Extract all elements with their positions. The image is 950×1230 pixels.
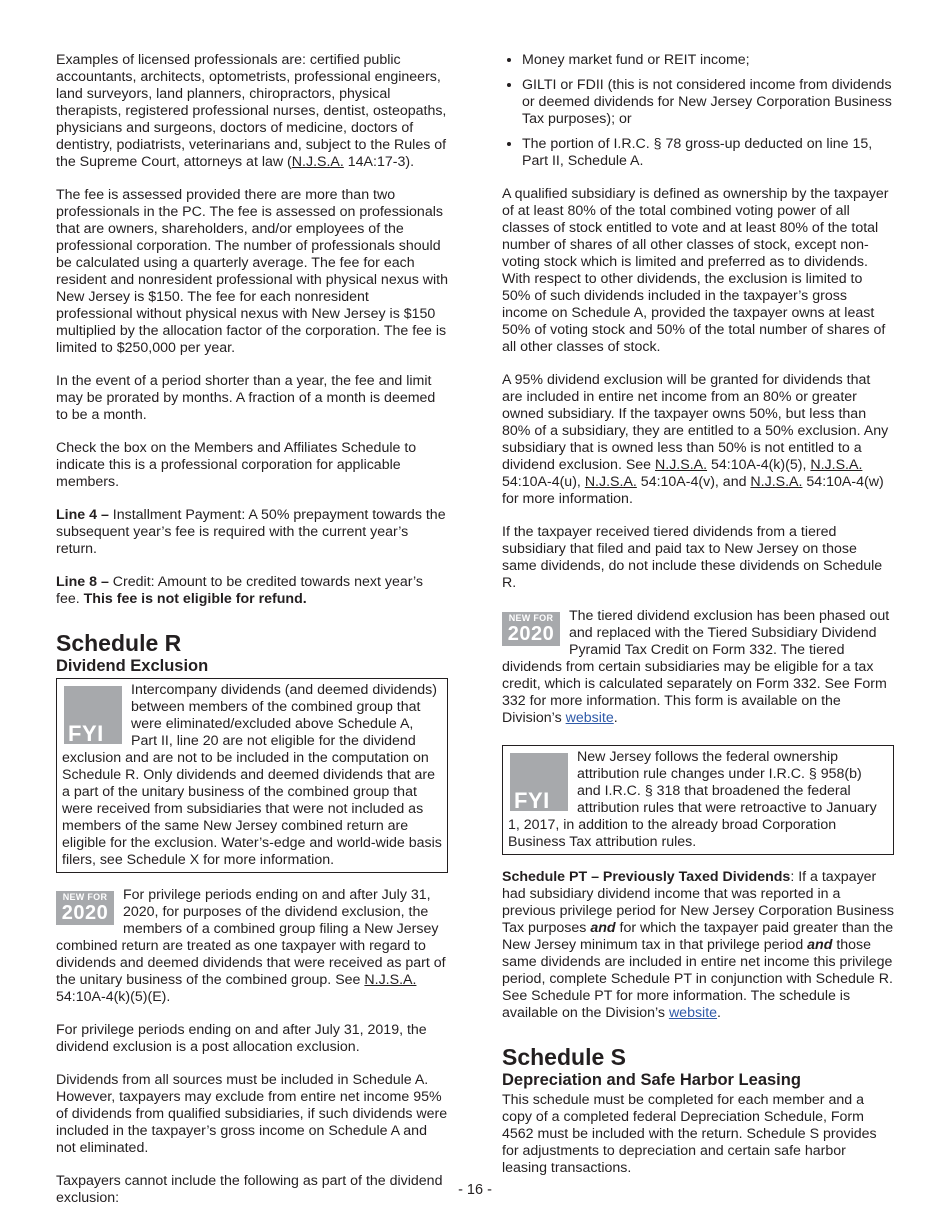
schedule-s-subheading: Depreciation and Safe Harbor Leasing <box>502 1071 801 1089</box>
line-8-label: Line 8 – <box>56 574 109 590</box>
period: . <box>613 710 618 726</box>
fee-paragraph: The fee is assessed provided there are more than two professionals in the PC. The fee is assessed on professionals that are owners, shareholders, and/or employees of the professional corporation. The number of professionals should be calculated using a quarterly average. The fee for each resident and nonresident professional with physical nexus with New Jersey is $150. The fee for each nonresident professional without physical nexus with New Jersey is $150 multiplied by the allocation factor of the corporation. The fee is limited to $250,000 per year. <box>56 187 448 356</box>
schedule-r-heading: Schedule R <box>56 630 182 656</box>
dividend-sources-paragraph: Dividends from all sources must be included in Schedule A. However, taxpayers may exclude from entire net income 95% of dividends from qualified subsidiaries, if such dividends were included in the taxpayer’s gross income on Schedule A and not eliminated. <box>56 1072 448 1156</box>
fyi-badge-text: FYI <box>514 788 550 813</box>
bullet-item: • GILTI or FDII (this is not considered income from dividends or deemed dividends for New Jersey Corporation Business Tax purposes); or <box>522 77 894 128</box>
schedule-r-subheading: Dividend Exclusion <box>56 657 209 675</box>
fyi-badge-text: FYI <box>68 721 104 746</box>
not-refundable-note: This fee is not eligible for refund. <box>83 591 307 607</box>
division-website-link[interactable]: website <box>668 1005 718 1021</box>
emphasis-and: and <box>590 920 616 936</box>
schedule-pt-text: those same dividends are included in entire net income this privilege period, complete Schedule PT in conjunction with Schedule R. See Schedule PT for more information. The schedule is available on the Division’s <box>502 937 893 1021</box>
schedule-pt-text: : If a taxpayer had subsidiary dividend income that was reported in a previous privilege period for New Jersey Corporation Business Tax purposes <box>502 869 894 936</box>
qualified-subsidiary-paragraph: A qualified subsidiary is defined as ownership by the taxpayer of at least 80% of the total combined voting power of all classes of stock entitled to vote and at least 80% of the total number of shares of all other classes of stock, except non-voting stock which is limited and preferred as to dividends. With respect to other dividends, the exclusion is limited to 50% of such dividends included in the taxpayer’s gross income on Schedule A, provided the taxpayer owns at least 50% of voting stock and 50% of the total number of shares of all other classes of stock. <box>502 186 889 355</box>
njsa-citation: N.J.S.A. <box>291 154 344 170</box>
fyi-intercompany-text: Intercompany dividends (and deemed dividends) between members of the combined group that were eliminated/excluded above Schedule A, Part II, line 20 are not eligible for the dividend exclusion and are not to be included in the computation on Schedule R. Only dividends and deemed dividends that are a part of the unitary business of the combined group that were received from subsidiaries that were not included as members of the same New Jersey combined return are eligible for the exclusion. Water’s-edge and world-wide basis filers, see Schedule X for more information. <box>62 682 442 868</box>
division-website-link[interactable]: website <box>565 710 614 726</box>
post-allocation-paragraph: For privilege periods ending on and after July 31, 2019, the dividend exclusion is a post allocation exclusion. <box>56 1022 427 1055</box>
exclusion-text: A 95% dividend exclusion will be granted for dividends that are included in entire net income from an 80% or greater owned subsidiary. If the taxpayer owns 50%, but less than 80% of a subsidiary, they are entitled to a 50% exclusion. Any subsidiary that is owned less than 50% is not entitled to a dividend exclusion. See <box>502 372 889 473</box>
citation-text: 54:10A-4(w) for more information. <box>502 474 884 507</box>
fyi-attribution-text: New Jersey follows the federal ownership attribution rule changes under I.R.C. § 958(b) and I.R.C. § 318 that broadened the federal attribution rules that were retroactive to January 1, 2017, in addition to the already broad Corporation Business Tax attribution rules. <box>508 749 877 850</box>
tiered-dividends-paragraph: If the taxpayer received tiered dividends from a tiered subsidiary that filed and paid tax to New Jersey on those same dividends, do not include these dividends on Schedule R. <box>502 524 883 591</box>
combined-note-end: 54:10A-4(k)(5)(E). <box>56 989 171 1005</box>
bullet-item: • The portion of I.R.C. § 78 gross-up deducted on line 15, Part II, Schedule A. <box>522 136 894 170</box>
citation-text: 54:10A-4(u), <box>502 474 585 490</box>
schedule-pt-text: for which the taxpayer paid greater than the New Jersey minimum tax in that privilege period <box>502 920 894 953</box>
new-for-2020-icon <box>502 612 560 646</box>
checkbox-paragraph: Check the box on the Members and Affiliates Schedule to indicate this is a professional corporation for applicable members. <box>56 440 417 490</box>
line-4-label: Line 4 – <box>56 507 109 523</box>
cannot-include-paragraph: Taxpayers cannot include the following as part of the dividend exclusion: <box>56 1173 443 1206</box>
combined-note-text: For privilege periods ending on and after July 31, 2020, for purposes of the dividend exclusion, the members of a combined group filing a New Jersey combined return are treated as one taxpayer with regard to dividends and deemed dividends that were received as part of the unitary business of the combined group. See <box>56 887 446 988</box>
ninety-five-percent-paragraph <box>502 372 894 508</box>
new-year-label: 2020 <box>507 623 555 645</box>
line-8-text: Credit: Amount to be credited towards next year’s fee. <box>56 574 423 607</box>
citation-text: 54:10A-4(v), and <box>636 474 751 490</box>
line-4-text: Installment Payment: A 50% prepayment towards the subsequent year’s fee is required with the current year’s return. <box>56 507 446 557</box>
new-for-label: NEW FOR <box>62 892 108 902</box>
fyi-icon <box>510 753 568 811</box>
tiered-note-text: The tiered dividend exclusion has been phased out and replaced with the Tiered Subsidiary Dividend Pyramid Tax Credit on Form 332. The tiered dividends from certain subsidiaries may be eligible for a tax credit, which is calculated separately on Form 332. See Form 332 for more information. This form is available on the Division’s <box>502 608 890 726</box>
licensed-text: Examples of licensed professionals are: certified public accountants, architects, optometrists, professional engineers, land surveyors, land planners, chiropractors, physical therapists, registered professional nurses, dentist, osteopaths, physicians and surgeons, doctors of medicine, doctors of dentistry, podiatrists, veterinarians and, subject to the Rules of the Supreme Court, attorneys at law ( <box>56 52 447 170</box>
emphasis-and: and <box>807 937 833 953</box>
fyi-icon <box>64 686 122 744</box>
right-column <box>502 52 894 1193</box>
exclusion-bullet-list <box>502 52 894 170</box>
fyi-box-intercompany <box>56 678 448 873</box>
schedule-pt-paragraph <box>502 869 894 1022</box>
njsa-citation: N.J.S.A. <box>364 972 417 988</box>
njsa-citation: N.J.S.A. <box>750 474 803 490</box>
new-for-2020-combined-note <box>56 887 448 1006</box>
new-for-2020-tiered-note <box>502 608 894 727</box>
page-number: - 16 - <box>458 1182 492 1198</box>
schedule-s-paragraph: This schedule must be completed for each member and a copy of a completed federal Depreciation Schedule, Form 4562 must be included with the return. Schedule S provides for adjustments to depreciation and certain safe harbor leasing transactions. <box>502 1092 877 1176</box>
njsa-citation: N.J.S.A. <box>584 474 637 490</box>
prorate-paragraph: In the event of a period shorter than a year, the fee and limit may be prorated by months. A fraction of a month is deemed to be a month. <box>56 373 436 423</box>
citation-text: 54:10A-4(k)(5), <box>707 457 811 473</box>
bullet-item: • Money market fund or REIT income; <box>522 52 894 69</box>
licensed-end: 14A:17-3). <box>343 154 415 170</box>
njsa-citation: N.J.S.A. <box>655 457 708 473</box>
new-for-2020-icon <box>56 891 114 925</box>
new-year-label: 2020 <box>61 902 109 924</box>
line-8-paragraph <box>56 574 448 608</box>
new-for-label: NEW FOR <box>508 613 554 623</box>
schedule-pt-label: Schedule PT – Previously Taxed Dividends <box>502 869 791 885</box>
njsa-citation: N.J.S.A. <box>810 457 863 473</box>
fyi-box-attribution <box>502 745 894 855</box>
line-4-paragraph <box>56 507 448 558</box>
period: . <box>717 1005 721 1021</box>
schedule-s-heading: Schedule S <box>502 1044 626 1070</box>
left-column <box>56 52 448 1223</box>
licensed-professionals-paragraph <box>56 52 448 171</box>
